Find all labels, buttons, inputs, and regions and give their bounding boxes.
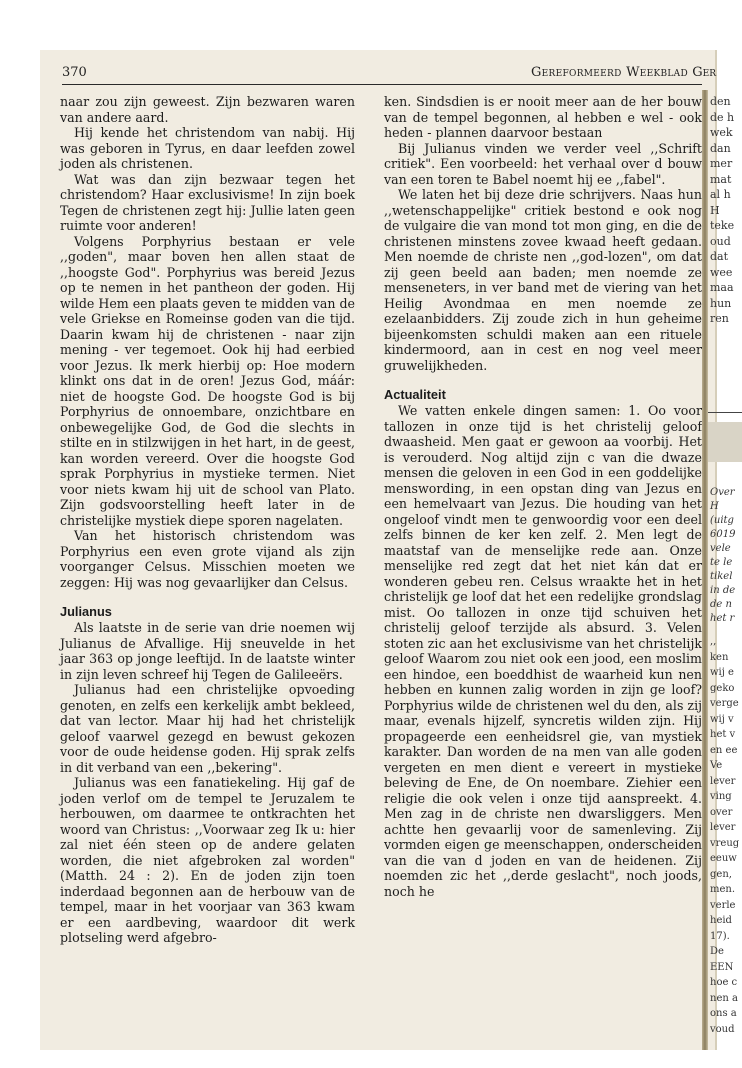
next-page-line-fragment: en ee [710, 744, 738, 756]
section-heading-actualiteit: Actualiteit [384, 387, 446, 402]
divider [708, 412, 742, 413]
next-page-line-fragment: vele [710, 543, 731, 554]
next-page-line-fragment: EEN [710, 961, 734, 973]
next-page-line-fragment: hoe c [710, 977, 738, 988]
next-page-line-fragment: ons a [710, 1008, 737, 1019]
next-page-line-fragment: vreug [710, 837, 740, 849]
paragraph: Van het historisch christendom was Porphyrius een even grote vijand als zijn voorganger Celsus. Misschien moeten we zeggen: Hij was nog gevaarlijker dan Celsus. [60, 528, 355, 590]
next-page-line-fragment: ken [710, 651, 729, 663]
next-page-line-fragment: al h [710, 188, 731, 201]
next-page-line-fragment: hun [710, 296, 732, 310]
next-page-line-fragment: wee [710, 265, 733, 279]
next-page-box [708, 422, 742, 462]
next-page-line-fragment: geko [710, 682, 735, 694]
next-page-line-fragment: Ve [710, 760, 723, 771]
next-page-line-fragment: het r [710, 613, 735, 624]
next-page-line-fragment: eeuw [710, 853, 737, 864]
next-page-italic-lines [710, 486, 735, 626]
next-page-line-fragment: lever [710, 775, 736, 787]
next-page-line-fragment: teke [710, 219, 735, 232]
next-page-line-fragment: mer [710, 157, 733, 170]
paragraph: We vatten enkele dingen samen: 1. Oo voor tallozen in onze tijd is het christelij geloof dwaasheid. Men gaat er gewoon aa voorbij. Het is verouderd. Nog altijd zijn c van die dwaze mensen die geloven in een God in een goddelijke menswording, in een opstan ding van Jezus en een hemelvaart van Jezus. Die houding van het ongeloof vindt men te genwoordig voor een deel zelfs binnen de ker ken zelf. 2. Men legt de maatstaf van de menselijke rede aan. Onze menselijke red zegt dat het niet kán dat er wonderen gebeu ren. Celsus wraakte het in het christelijk ge loof dat het een redelijke grondslag mist. Oo tallozen in onze tijd schuiven het christelij geloof terzijde als absurd. 3. Velen stoten zic aan het exclusivisme van het christelijk geloof Waarom zou niet ook een jood, een moslim een hindoe, een boeddhist de waarheid kun nen hebben en kunnen zalig worden in zijn ge loof? Porphyrius wilde de christenen wel du den, als zij maar, evenals hijzelf, syncretis wilden zijn. Hij propageerde een eenheidsrel gie, van mystiek karakter. Dan worden de na men van alle goden vergeten en men dient e vereert in mystieke beleving de Ene, de On noembare. Ziehier een religie die ook velen i onze tijd aanspreekt. 4. Men zag in de christe nen dwarsliggers. Men achtte hen gevaarlij voor de samenleving. Zij vormden eigen ge meenschappen, onderscheiden van die van d joden en van de heidenen. Zij noemden zic het ,,derde geslacht", noch joods, noch he [384, 403, 702, 899]
next-page-line-fragment: de n [710, 599, 732, 610]
next-page-line-fragment: ren [710, 312, 729, 325]
next-page-line-fragment: verge [710, 698, 739, 709]
next-page-line-fragment: den [710, 95, 731, 108]
next-page-line-fragment: de h [710, 110, 735, 124]
paragraph: Bij Julianus vinden we verder veel ,,Schrift critiek". Een voorbeeld: het verhaal over d bouw van een toren te Babel noemt hij ee ,,fabel". [384, 140, 702, 187]
next-page-line-fragment: ,, [710, 636, 717, 647]
next-page-line-fragment: dan [710, 141, 731, 155]
paragraph: We laten het bij deze drie schrijvers. Naas hun ,,wetenschappelijke" critiek bestond e ook nog de vulgaire die van mond tot mon ging, en die de christenen minstens zovee kwaad heeft gedaan. Men noemde de christe nen ,,god-lozen", om dat zij geen beeld aan baden; men noemde ze menseneters, in ver band met de viering van het Heilig Avondmaa en men noemde ze ezelaanbidders. Zij zoude zich in hun geheime bijeenkomsten schuldi maken aan een rituele kindermoord, aan in cest en nog veel meer gruwelijkheden. [384, 187, 702, 373]
next-page-line-fragment: ving [710, 791, 732, 802]
page-number: 370 [62, 65, 87, 80]
page-header [62, 62, 716, 85]
paragraph: Julianus had een christelijke opvoeding genoten, en zelfs een kerkelijk ambt bekleed, dat van lector. Maar hij had het christelijk geloof vaarwel gezegd en bewust gekozen voor de oude heidense goden. Hij sprak zelfs in dit verband van een ,,bekering". [60, 682, 355, 775]
paragraph: ken. Sindsdien is er nooit meer aan de her bouw van de tempel begonnen, al hebben e wel - ook heden - plannen daarvoor bestaan [384, 94, 702, 140]
next-page-line-fragment: oud [710, 234, 731, 248]
next-page-edge [708, 94, 738, 1050]
paragraph: Volgens Porphyrius bestaan er vele ,,goden", maar boven hen allen staat de ,,hoogste God". Porphyrius was bereid Jezus op te nemen in het pantheon der goden. Hij wilde Hem een plaats geven te midden van de vele Griekse en Romeinse goden van die tijd. Daarin kwam hij de christenen - naar zijn mening - ver tegemoet. Ook hij had eerbied voor Jezus. Ik merk hierbij op: Hoe modern klinkt ons dat in de oren! Jezus God, máár: niet de hoogste God. De hoogste God is bij Porphyrius de onnoembare, onzichtbare en onbewegelijke God, de God die slechts in stilte en in stilzwijgen in het hart, in de geest, kan worden vereerd. Over die hoogste God sprak Porphyrius in mystieke termen. Niet voor niets kwam hij uit de school van Plato. Zijn godsvoorstelling heeft later in de christelijke mystiek diepe sporen nagelaten. [60, 233, 356, 528]
next-page-line-fragment: De [710, 946, 724, 957]
next-page-line-fragment: lever [710, 822, 736, 833]
running-title-next-page: Ger [692, 65, 716, 80]
next-page-line-fragment: H [710, 203, 720, 217]
next-page-line-fragment: mat [710, 172, 732, 186]
next-page-line-fragment: tikel [710, 571, 733, 582]
paragraph: naar zou zijn geweest. Zijn bezwaren waren van andere aard. [60, 94, 355, 125]
next-page-line-fragment: het v [710, 729, 736, 740]
next-page-line-fragment: (uitg [710, 515, 734, 526]
running-title: Gereformeerd Weekblad [530, 65, 688, 80]
next-page-line-fragment: H [710, 501, 719, 512]
next-page-line-fragment: in de [710, 585, 736, 596]
next-page-line-fragment: over [710, 806, 733, 818]
paragraph: Wat was dan zijn bezwaar tegen het christendom? Haar exclusivisme! In zijn boek Tegen de christenen zegt hij: Jullie laten geen ruimte voor anderen! [60, 171, 355, 233]
next-page-line-fragment: maa [710, 281, 734, 294]
next-page-top-lines [710, 94, 734, 327]
paragraph: Als laatste in de serie van drie noemen wij Julianus de Afvallige. Hij sneuvelde in het jaar 363 op jonge leeftijd. In de laatste winter in zijn leven schreef hij Tegen de Galileeërs. [60, 620, 355, 682]
next-page-line-fragment: heid [710, 915, 732, 926]
middle-column [384, 94, 702, 899]
next-page-line-fragment: te le [710, 557, 733, 568]
next-page-line-fragment: nen a [710, 992, 738, 1004]
section-heading-julianus: Julianus [60, 604, 112, 619]
paragraph: Hij kende het christendom van nabij. Hij was geboren in Tyrus, en daar leefden zowel joden als christenen. [60, 125, 355, 171]
next-page-line-fragment: wij e [710, 667, 734, 678]
next-page-line-fragment: 6019 [710, 529, 736, 540]
paragraph: Julianus was een fanatiekeling. Hij gaf de joden verlof om de tempel te Jeruzalem te herbouwen, om daarmee te ontkrachten het woord van Christus: ,,Voorwaar zeg Ik u: hier zal niet één steen op de andere gelaten worden, die niet afgebroken zal worden" (Matth. 24 : 2). En de joden zijn toen inderdaad begonnen aan de herbouw van de tempel, maar in het voorjaar van 363 kwam er een aardbeving, waardoor dit werk plotseling werd afgebro- [60, 775, 355, 945]
next-page-line-fragment: verle [710, 899, 736, 911]
next-page-line-fragment: voud [710, 1023, 735, 1035]
next-page-line-fragment: wek [710, 126, 733, 139]
next-page-line-fragment: wij v [710, 713, 734, 725]
magazine-page [40, 50, 740, 1050]
next-page-line-fragment: Over [710, 487, 735, 498]
next-page-line-fragment: dat [710, 250, 729, 263]
next-page-line-fragment: men. [710, 884, 736, 895]
next-page-bottom-lines [710, 634, 739, 1037]
left-column [60, 94, 355, 946]
next-page-line-fragment: 17). [710, 930, 730, 942]
next-page-line-fragment: gen, [710, 868, 732, 880]
